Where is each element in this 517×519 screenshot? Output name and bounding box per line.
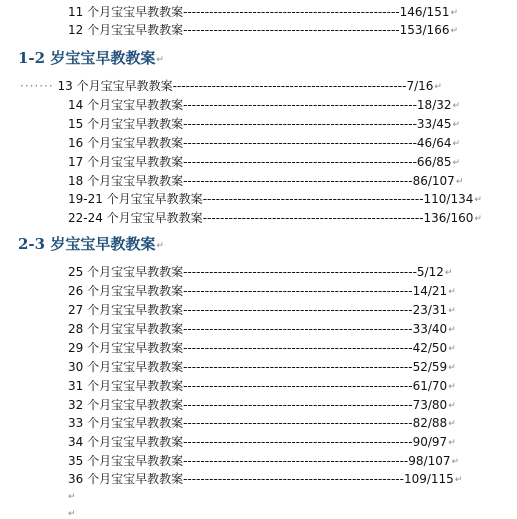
empty-paragraph-mark-icon[interactable]: ↵ — [68, 509, 76, 519]
toc-entry-label: 16 个月宝宝早教教案 — [68, 136, 184, 150]
toc-leader: ------------------------------------------------------ — [183, 265, 417, 279]
toc-page-range: 153/166 — [399, 23, 450, 37]
toc-leader: ----------------------------------------------------- — [183, 284, 413, 298]
toc-leader: -------------------------------------------------- — [183, 5, 400, 19]
toc-entry[interactable] — [68, 115, 460, 133]
toc-page-range: 42/50 — [412, 341, 448, 355]
toc-leader: ----------------------------------------------------- — [183, 416, 413, 430]
toc-page-range: 5/12 — [416, 265, 444, 279]
toc-entry[interactable] — [68, 358, 456, 376]
toc-entry-label: 25 个月宝宝早教教案 — [68, 265, 184, 279]
toc-leader: --------------------------------------------------- — [202, 192, 424, 206]
paragraph-mark-icon: ↵ — [452, 139, 461, 149]
toc-entry[interactable] — [68, 414, 456, 432]
toc-leader: ----------------------------------------------------- — [183, 174, 413, 188]
toc-page-range: 46/64 — [416, 136, 452, 150]
toc-leader: ----------------------------------------------------- — [183, 435, 413, 449]
section-heading[interactable] — [18, 46, 164, 70]
toc-page-range: 146/151 — [399, 5, 450, 19]
toc-entry[interactable] — [68, 153, 460, 171]
toc-entry[interactable] — [68, 396, 456, 414]
toc-entry[interactable] — [20, 77, 442, 95]
toc-entry-label: 13 个月宝宝早教教案 — [57, 79, 173, 93]
paragraph-mark-icon: ↵ — [448, 382, 456, 392]
toc-entry-label: 19-21 个月宝宝早教教案 — [68, 192, 203, 206]
toc-entry-label: 34 个月宝宝早教教案 — [68, 435, 184, 449]
toc-entry-label: 32 个月宝宝早教教案 — [68, 398, 184, 412]
toc-leader: ----------------------------------------------------- — [183, 303, 413, 317]
toc-entry[interactable] — [68, 3, 458, 21]
indent-marker-icon: ······· — [20, 79, 54, 93]
paragraph-mark-icon: ↵ — [450, 8, 459, 18]
paragraph-mark-icon: ↵ — [156, 55, 164, 65]
toc-entry[interactable] — [68, 320, 456, 338]
toc-entry[interactable] — [68, 433, 456, 451]
paragraph-mark-icon: ↵ — [444, 268, 453, 278]
toc-leader: ------------------------------------------------------ — [183, 117, 417, 131]
toc-entry[interactable] — [68, 134, 460, 152]
toc-page-range: 33/40 — [412, 322, 448, 336]
toc-leader: --------------------------------------------------- — [183, 472, 404, 486]
paragraph-mark-icon: ↵ — [474, 214, 482, 224]
section-heading[interactable] — [18, 232, 164, 256]
toc-page-range: 52/59 — [412, 360, 448, 374]
toc-page-range: 14/21 — [412, 284, 448, 298]
toc-page-range: 82/88 — [412, 416, 448, 430]
section-heading-text: 2-3 岁宝宝早教教案 — [18, 235, 156, 253]
toc-entry[interactable] — [68, 172, 463, 190]
toc-page-range: 110/134 — [423, 192, 474, 206]
toc-entry[interactable] — [68, 190, 482, 208]
toc-page-range: 7/16 — [406, 79, 434, 93]
paragraph-mark-icon: ↵ — [450, 26, 459, 36]
paragraph-mark-icon: ↵ — [156, 241, 164, 251]
paragraph-mark-icon: ↵ — [448, 363, 456, 373]
toc-entry-label: 17 个月宝宝早教教案 — [68, 155, 184, 169]
toc-leader: --------------------------------------------------- — [202, 211, 424, 225]
toc-entry-label: 29 个月宝宝早教教案 — [68, 341, 184, 355]
toc-leader: -------------------------------------------------- — [183, 23, 400, 37]
toc-page-range: 73/80 — [412, 398, 448, 412]
toc-page-range: 33/45 — [416, 117, 452, 131]
toc-page-range: 66/85 — [416, 155, 452, 169]
toc-page-range: 109/115 — [403, 472, 454, 486]
paragraph-mark-icon: ↵ — [474, 195, 482, 205]
toc-leader: ----------------------------------------------------- — [183, 341, 413, 355]
paragraph-mark-icon: ↵ — [448, 287, 456, 297]
toc-entry-label: 14 个月宝宝早教教案 — [68, 98, 184, 112]
paragraph-mark-icon: ↵ — [448, 344, 456, 354]
paragraph-mark-icon: ↵ — [454, 475, 463, 485]
toc-entry-label: 22-24 个月宝宝早教教案 — [68, 211, 203, 225]
paragraph-mark-icon: ↵ — [448, 325, 456, 335]
toc-entry[interactable] — [68, 339, 456, 357]
toc-page-range: 98/107 — [408, 454, 451, 468]
toc-leader: ------------------------------------------------------ — [183, 155, 417, 169]
toc-entry[interactable] — [68, 470, 462, 488]
paragraph-mark-icon: ↵ — [448, 438, 456, 448]
section-heading-text: 1-2 岁宝宝早教教案 — [18, 49, 156, 67]
toc-page-range: 136/160 — [423, 211, 474, 225]
toc-entry-label: 36 个月宝宝早教教案 — [68, 472, 184, 486]
toc-leader: ----------------------------------------------------- — [183, 322, 413, 336]
paragraph-mark-icon: ↵ — [451, 457, 460, 467]
toc-page-range: 18/32 — [416, 98, 452, 112]
toc-entry-label: 28 个月宝宝早教教案 — [68, 322, 184, 336]
toc-entry-label: 30 个月宝宝早教教案 — [68, 360, 184, 374]
toc-entry-label: 11 个月宝宝早教教案 — [68, 5, 184, 19]
toc-entry-label: 12 个月宝宝早教教案 — [68, 23, 184, 37]
toc-entry-label: 31 个月宝宝早教教案 — [68, 379, 184, 393]
toc-page-range: 86/107 — [412, 174, 455, 188]
paragraph-mark-icon: ↵ — [434, 82, 442, 92]
toc-entry-label: 15 个月宝宝早教教案 — [68, 117, 184, 131]
toc-page-range: 61/70 — [412, 379, 448, 393]
toc-leader: ------------------------------------------------------ — [183, 136, 417, 150]
paragraph-mark-icon: ↵ — [452, 158, 461, 168]
toc-entry[interactable] — [68, 282, 456, 300]
toc-entry[interactable] — [68, 96, 460, 114]
paragraph-mark-icon: ↵ — [448, 306, 456, 316]
toc-entry[interactable] — [68, 21, 458, 39]
paragraph-mark-icon: ↵ — [448, 419, 456, 429]
toc-leader: ----------------------------------------------------- — [183, 360, 413, 374]
toc-leader: ----------------------------------------------------- — [183, 398, 413, 412]
toc-entry[interactable] — [68, 209, 482, 227]
toc-leader: ------------------------------------------------------ — [183, 98, 417, 112]
toc-entry-label: 18 个月宝宝早教教案 — [68, 174, 184, 188]
toc-entry[interactable] — [68, 377, 456, 395]
toc-entry-label: 35 个月宝宝早教教案 — [68, 454, 184, 468]
paragraph-mark-icon: ↵ — [452, 120, 461, 130]
toc-page-range: 23/31 — [412, 303, 448, 317]
toc-leader: ---------------------------------------------------- — [183, 454, 409, 468]
empty-paragraph-mark-icon[interactable]: ↵ — [68, 492, 76, 502]
toc-page-range: 90/97 — [412, 435, 448, 449]
toc-entry[interactable] — [68, 263, 452, 281]
toc-entry[interactable] — [68, 301, 456, 319]
paragraph-mark-icon: ↵ — [455, 177, 464, 187]
toc-entry-label: 27 个月宝宝早教教案 — [68, 303, 184, 317]
toc-leader: ------------------------------------------------------ — [172, 79, 407, 93]
toc-entry[interactable] — [68, 452, 459, 470]
toc-entry-label: 33 个月宝宝早教教案 — [68, 416, 184, 430]
toc-entry-label: 26 个月宝宝早教教案 — [68, 284, 184, 298]
paragraph-mark-icon: ↵ — [452, 101, 461, 111]
toc-leader: ----------------------------------------------------- — [183, 379, 413, 393]
paragraph-mark-icon: ↵ — [448, 401, 456, 411]
